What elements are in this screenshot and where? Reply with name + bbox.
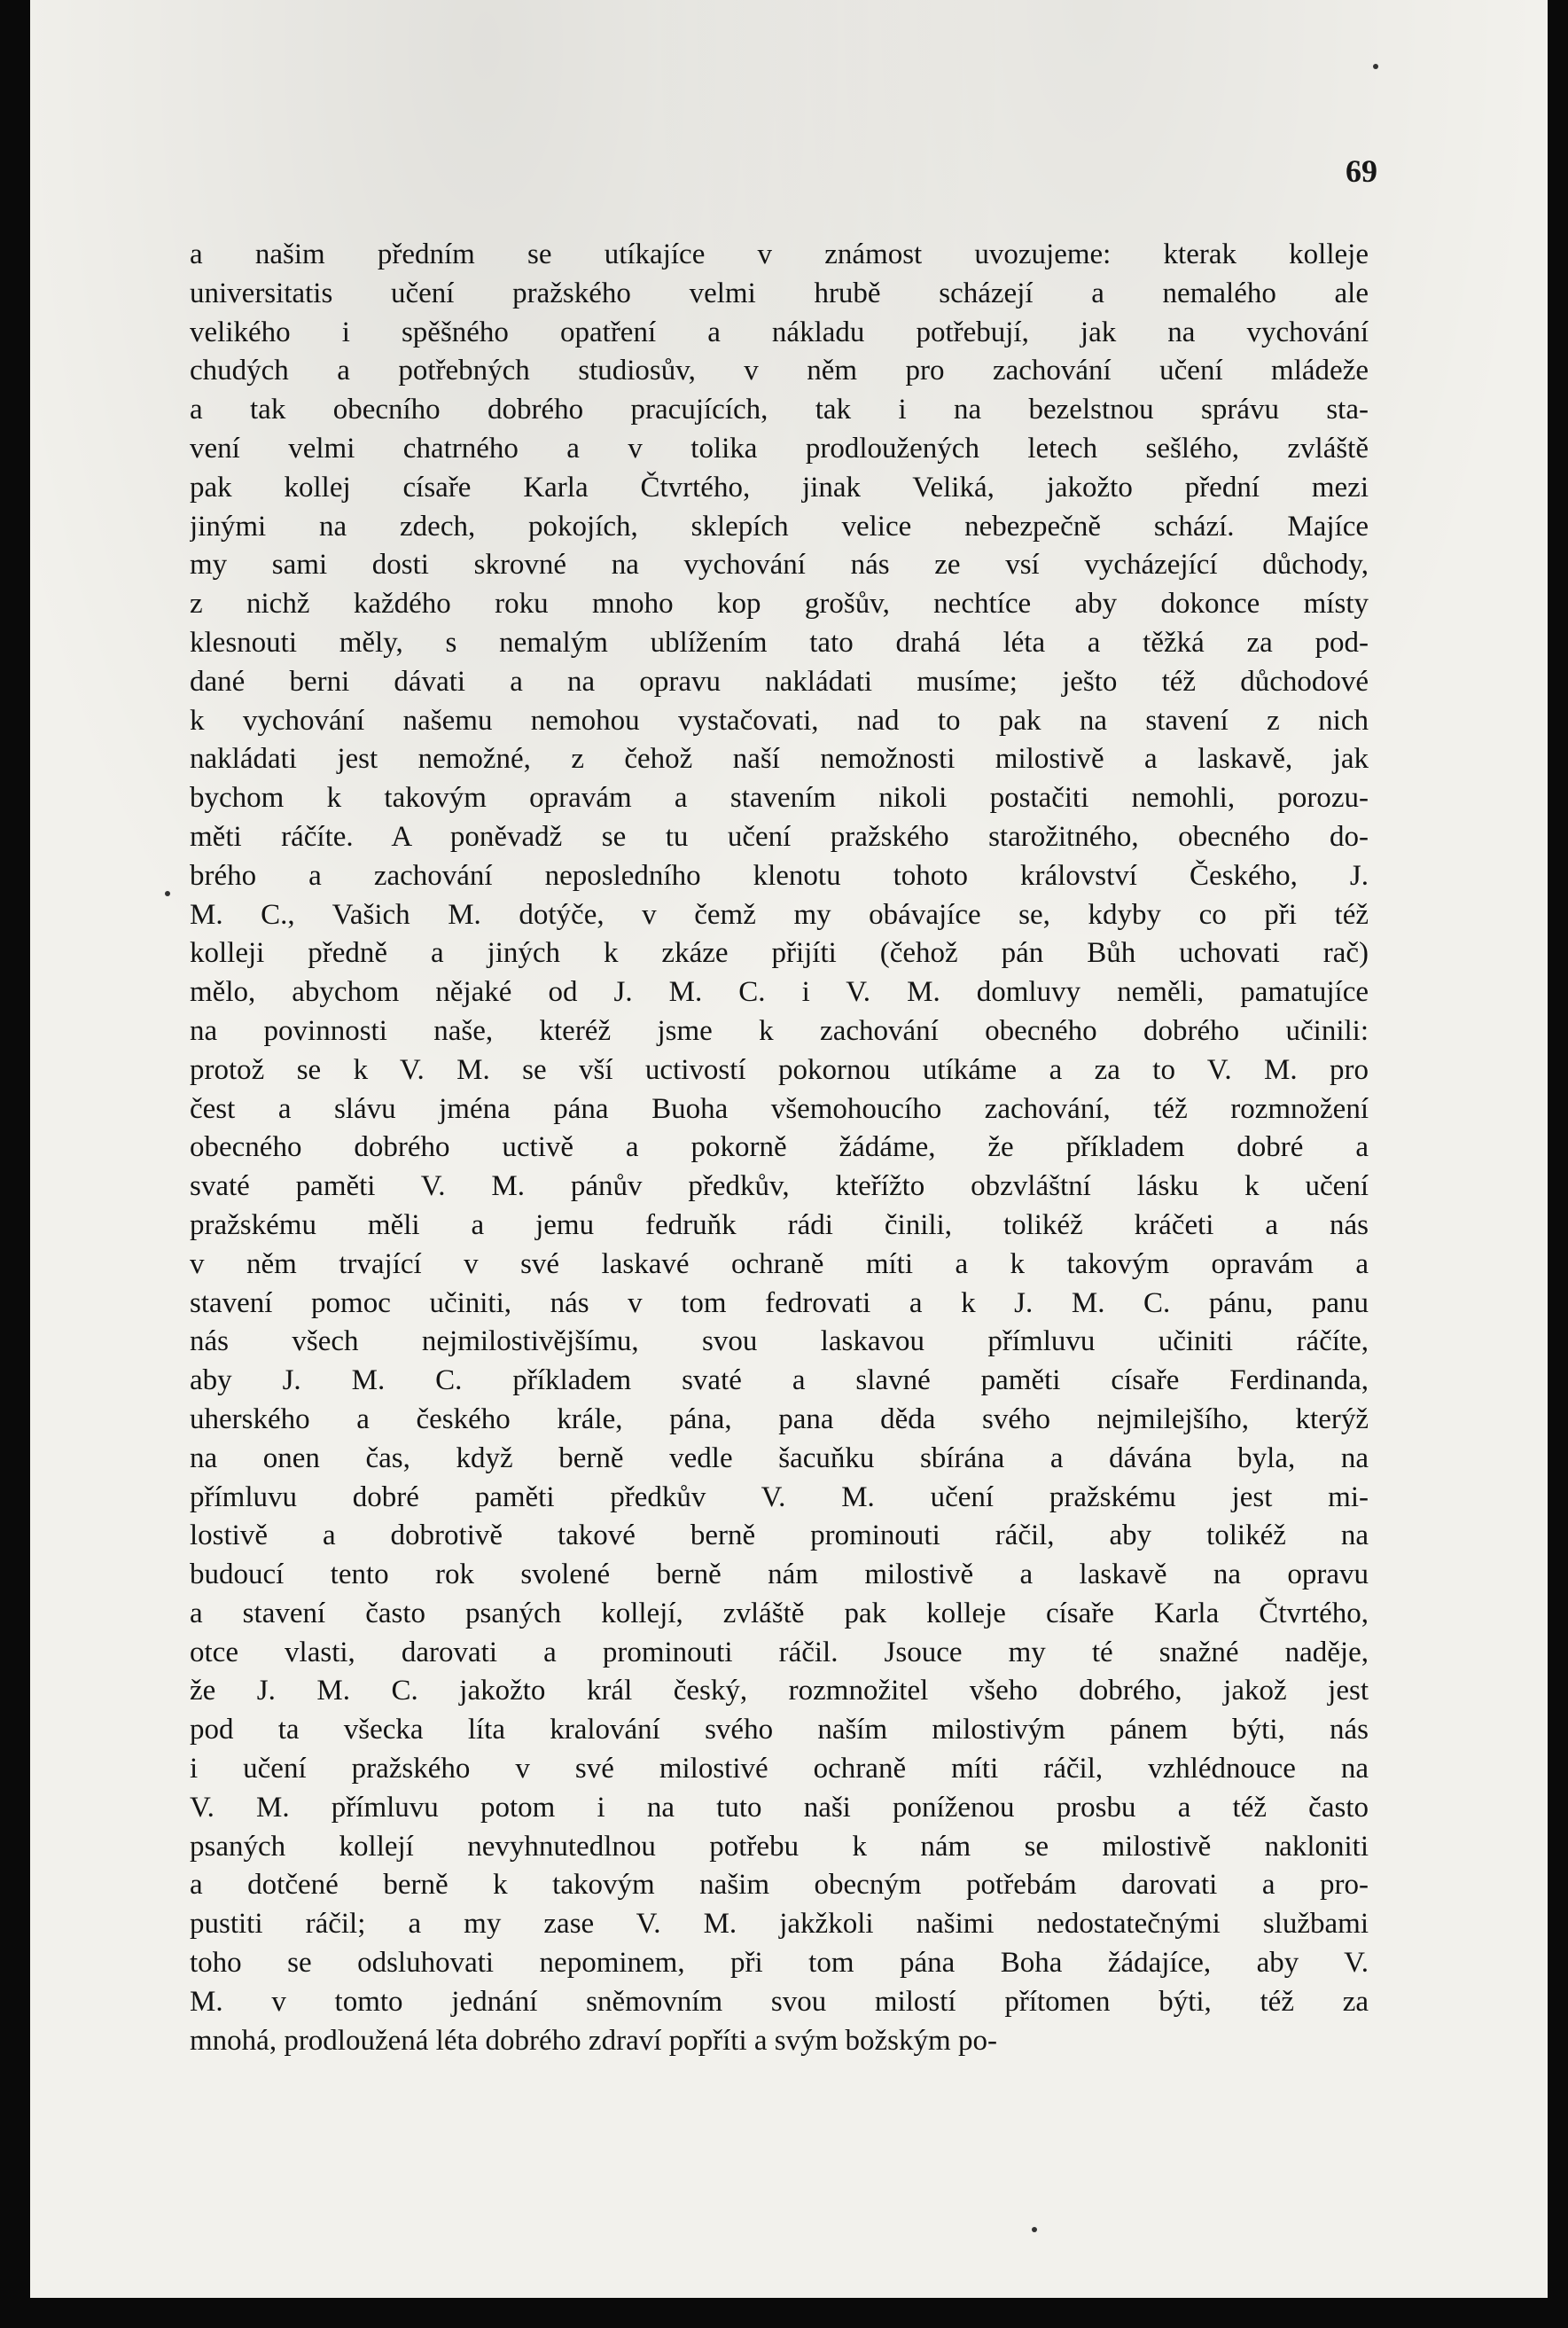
text-line: a dotčené berně k takovým našim obecným potřebám darovati a pro- <box>190 1869 1369 1902</box>
text-line: z nichž každého roku mnoho kop grošův, nechtíce aby dokonce místy <box>190 588 1369 621</box>
text-line: kolleji předně a jiných k zkáze přijíti (čehož pán Bůh uchovati rač) <box>190 937 1369 970</box>
text-line: mělo, abychom nějaké od J. M. C. i V. M. domluvy neměli, pamatujíce <box>190 976 1369 1009</box>
text-line: lostivě a dobrotivě takové berně prominouti ráčil, aby tolikéž na <box>190 1519 1369 1552</box>
text-line: budoucí tento rok svolené berně nám milostivě a laskavě na opravu <box>190 1559 1369 1591</box>
text-line: velikého i spěšného opatření a nákladu potřebují, jak na vychování <box>190 316 1369 348</box>
scan-left-border <box>0 0 30 2328</box>
text-line: toho se odsluhovati nepominem, při tom pána Boha žádajíce, aby V. <box>190 1947 1369 1980</box>
text-line: otce vlasti, darovati a prominouti ráčil. Jsouce my té snažné naděje, <box>190 1636 1369 1668</box>
text-line: na povinnosti naše, kteréž jsme k zachování obecného dobrého učinili: <box>190 1014 1369 1047</box>
text-line: M. v tomto jednání sněmovním svou milostí přítomen býti, též za <box>190 1985 1369 2018</box>
text-line: M. C., Vašich M. dotýče, v čemž my obávajíce se, kdyby co při též <box>190 898 1369 931</box>
text-line: mnohá, prodloužená léta dobrého zdraví popříti a svým božským po- <box>190 2024 997 2057</box>
text-line: na onen čas, když berně vedle šacuňku sbírána a dávána byla, na <box>190 1441 1369 1474</box>
text-line: klesnouti měly, s nemalým ublížením tato drahá léta a těžká za pod- <box>190 626 1369 659</box>
text-line: psaných kollejí nevyhnutedlnou potřebu k nám se milostivě nakloniti <box>190 1830 1369 1863</box>
text-line: i učení pražského v své milostivé ochraně míti ráčil, vzhlédnouce na <box>190 1753 1369 1785</box>
page-number: 69 <box>1346 153 1377 189</box>
print-speck <box>165 891 170 896</box>
text-line: pražskému měli a jemu fedruňk rádi činili, tolikéž kráčeti a nás <box>190 1208 1369 1241</box>
text-line: uherského a českého krále, pána, pana děda svého nejmilejšího, kterýž <box>190 1402 1369 1435</box>
text-line: stavení pomoc učiniti, nás v tom fedrovati a k J. M. C. pánu, panu <box>190 1286 1369 1319</box>
body-text <box>190 236 1369 2060</box>
text-line: jinými na zdech, pokojích, sklepích velice nebezpečně schází. Majíce <box>190 510 1369 543</box>
print-speck <box>1373 64 1378 69</box>
text-line: bychom k takovým opravám a stavením nikoli postačiti nemohli, porozu- <box>190 782 1369 815</box>
text-line: my sami dosti skrovné na vychování nás ze vsí vycházející důchody, <box>190 549 1369 582</box>
text-line: nakládati jest nemožné, z čehož naší nemožnosti milostivě a laskavě, jak <box>190 743 1369 776</box>
text-line: čest a slávu jména pána Buoha všemohoucího zachování, též rozmnožení <box>190 1092 1369 1125</box>
text-line: měti ráčíte. A poněvadž se tu učení pražského starožitného, obecného do- <box>190 820 1369 853</box>
text-line: svaté paměti V. M. pánův předkův, kteřížto obzvláštní lásku k učení <box>190 1170 1369 1203</box>
text-line: k vychování našemu nemohou vystačovati, nad to pak na stavení z nich <box>190 704 1369 737</box>
text-line: a našim předním se utíkajíce v známost uvozujeme: kterak kolleje <box>190 238 1369 270</box>
text-line: dané berni dávati a na opravu nakládati musíme; ješto též důchodové <box>190 665 1369 698</box>
text-line: že J. M. C. jakožto král český, rozmnožitel všeho dobrého, jakož jest <box>190 1675 1369 1707</box>
book-page <box>30 0 1548 2298</box>
text-line: chudých a potřebných studiosův, v něm pro zachování učení mládeže <box>190 355 1369 387</box>
text-line: v něm trvající v své laskavé ochraně míti a k takovým opravám a <box>190 1247 1369 1280</box>
scan-right-border <box>1548 0 1568 2328</box>
text-line: protož se k V. M. se vší uctivostí pokornou utíkáme a za to V. M. pro <box>190 1053 1369 1086</box>
text-line: a tak obecního dobrého pracujících, tak i na bezelstnou správu sta- <box>190 394 1369 426</box>
text-line: pod ta všecka líta kralování svého naším milostivým pánem býti, nás <box>190 1714 1369 1746</box>
text-line: V. M. přímluvu potom i na tuto naši poníženou prosbu a též často <box>190 1791 1369 1824</box>
text-line: a stavení často psaných kollejí, zvláště pak kolleje císaře Karla Čtvrtého, <box>190 1597 1369 1629</box>
text-line: pak kollej císaře Karla Čtvrtého, jinak Veliká, jakožto přední mezi <box>190 471 1369 504</box>
text-line: brého a zachování neposledního klenotu tohoto království Českého, J. <box>190 859 1369 892</box>
text-line: aby J. M. C. příkladem svaté a slavné paměti císaře Ferdinanda, <box>190 1364 1369 1397</box>
text-line: obecného dobrého uctivě a pokorně žádáme, že příkladem dobré a <box>190 1131 1369 1164</box>
text-line: přímluvu dobré paměti předkův V. M. učení pražskému jest mi- <box>190 1480 1369 1513</box>
text-line: vení velmi chatrného a v tolika prodloužených letech sešlého, zvláště <box>190 432 1369 465</box>
print-speck <box>1032 2227 1037 2232</box>
text-line: pustiti ráčil; a my zase V. M. jakžkoli našimi nedostatečnými službami <box>190 1908 1369 1941</box>
text-line: universitatis učení pražského velmi hrubě scházejí a nemalého ale <box>190 277 1369 309</box>
text-line: nás všech nejmilostivějšímu, svou laskavou přímluvu učiniti ráčíte, <box>190 1325 1369 1358</box>
scan-bottom-border <box>0 2298 1568 2328</box>
